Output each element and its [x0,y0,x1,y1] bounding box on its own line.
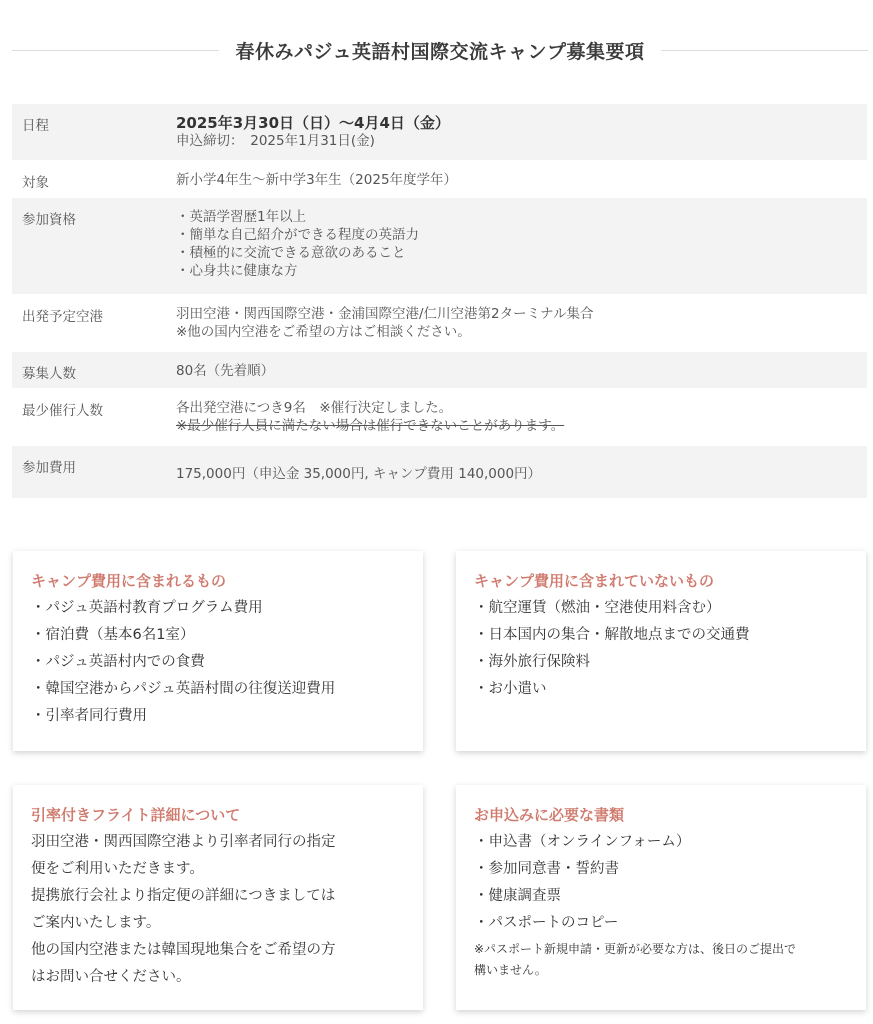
row-fee [12,446,867,499]
minimum-label: 最少催行人数 [22,403,103,419]
airports-label: 出発予定空港 [22,309,103,325]
target-value: 新小学4年生〜新中学3年生（2025年度学年） [176,172,458,188]
fee-value: 175,000円（申込金 35,000円, キャンプ費用 140,000円） [176,466,542,482]
row-schedule [12,104,867,161]
row-target [12,161,867,198]
minimum-struck-note: ※最少催行人員に満たない場合は催行できないことがあります。 [176,418,565,434]
eligibility-item: ・積極的に交流できる意欲のあること [176,245,406,261]
info-table [12,104,867,499]
page-title-row [12,30,868,70]
minimum-line: 各出発空港につき9名 ※催行決定しました。 [176,400,453,416]
documents-note-line: ※パスポート新規申請・更新が必要な方は、後日のご提出で [474,942,797,956]
schedule-dates: 2025年3月30日（日）〜4月4日（金） [176,114,450,132]
schedule-deadline: 申込締切： 2025年1月31日(金) [176,133,375,149]
list-item: ・宿泊費（基本6名1室） [31,627,195,643]
card-documents [456,785,866,1010]
list-item: ・日本国内の集合・解散地点までの交通費 [474,627,750,643]
eligibility-list [176,208,867,294]
documents-note-line: 構いません。 [474,963,547,977]
card-flight [13,785,423,1010]
row-eligibility [12,198,867,295]
title-divider-left [12,50,219,51]
flight-line: はお問い合せください。 [31,969,191,985]
card-excluded-title: キャンプ費用に含まれていないもの [474,572,715,590]
list-item: ・パスポートのコピー [474,915,619,931]
list-item: ・パジュ英語村教育プログラム費用 [31,600,263,616]
eligibility-item: ・英語学習歴1年以上 [176,209,307,225]
airports-note: ※他の国内空港をご希望の方はご相談ください。 [176,324,471,340]
airports-line: 羽田空港・関西国際空港・金浦国際空港/仁川空港第2ターミナル集合 [176,306,594,322]
list-item: ・韓国空港からパジュ英語村間の往復送迎費用 [31,681,336,697]
list-item: ・航空運賃（燃油・空港使用料含む） [474,600,721,616]
schedule-value [176,114,867,160]
schedule-label: 日程 [22,118,49,134]
card-documents-title: お申込みに必要な書類 [474,806,625,824]
capacity-value: 80名（先着順） [176,363,275,379]
eligibility-label: 参加資格 [22,212,76,228]
flight-line: 他の国内空港または韓国現地集合をご希望の方 [31,942,336,958]
flight-line: 提携旅行会社より指定便の詳細につきましては [31,888,336,904]
card-flight-title: 引率付きフライト詳細について [31,806,241,824]
minimum-value [176,399,867,445]
target-label: 対象 [22,175,49,191]
page-title: 春休みパジュ英語村国際交流キャンプ募集要項 [235,40,645,63]
card-included [13,551,423,751]
row-minimum [12,389,867,446]
list-item: ・申込書（オンラインフォーム） [474,834,691,850]
list-item: ・海外旅行保険料 [474,654,590,670]
capacity-label: 募集人数 [22,366,76,382]
card-included-title: キャンプ費用に含まれるもの [31,572,227,590]
list-item: ・お小遣い [474,681,547,697]
list-item: ・引率者同行費用 [31,708,147,724]
row-capacity [12,352,867,389]
row-airports [12,295,867,352]
title-divider-right [661,50,868,51]
eligibility-item: ・心身共に健康な方 [176,263,298,279]
fee-label: 参加費用 [22,460,76,476]
list-item: ・健康調査票 [474,888,561,904]
flight-line: 羽田空港・関西国際空港より引率者同行の指定 [31,834,336,850]
flight-line: ご案内いたします。 [31,915,161,931]
card-excluded [456,551,866,751]
list-item: ・パジュ英語村内での食費 [31,654,205,670]
flight-line: 便をご利用いただきます。 [31,861,204,877]
list-item: ・参加同意書・誓約書 [474,861,619,877]
documents-note [474,939,848,981]
airports-value [176,305,867,351]
eligibility-item: ・簡単な自己紹介ができる程度の英語力 [176,227,419,243]
